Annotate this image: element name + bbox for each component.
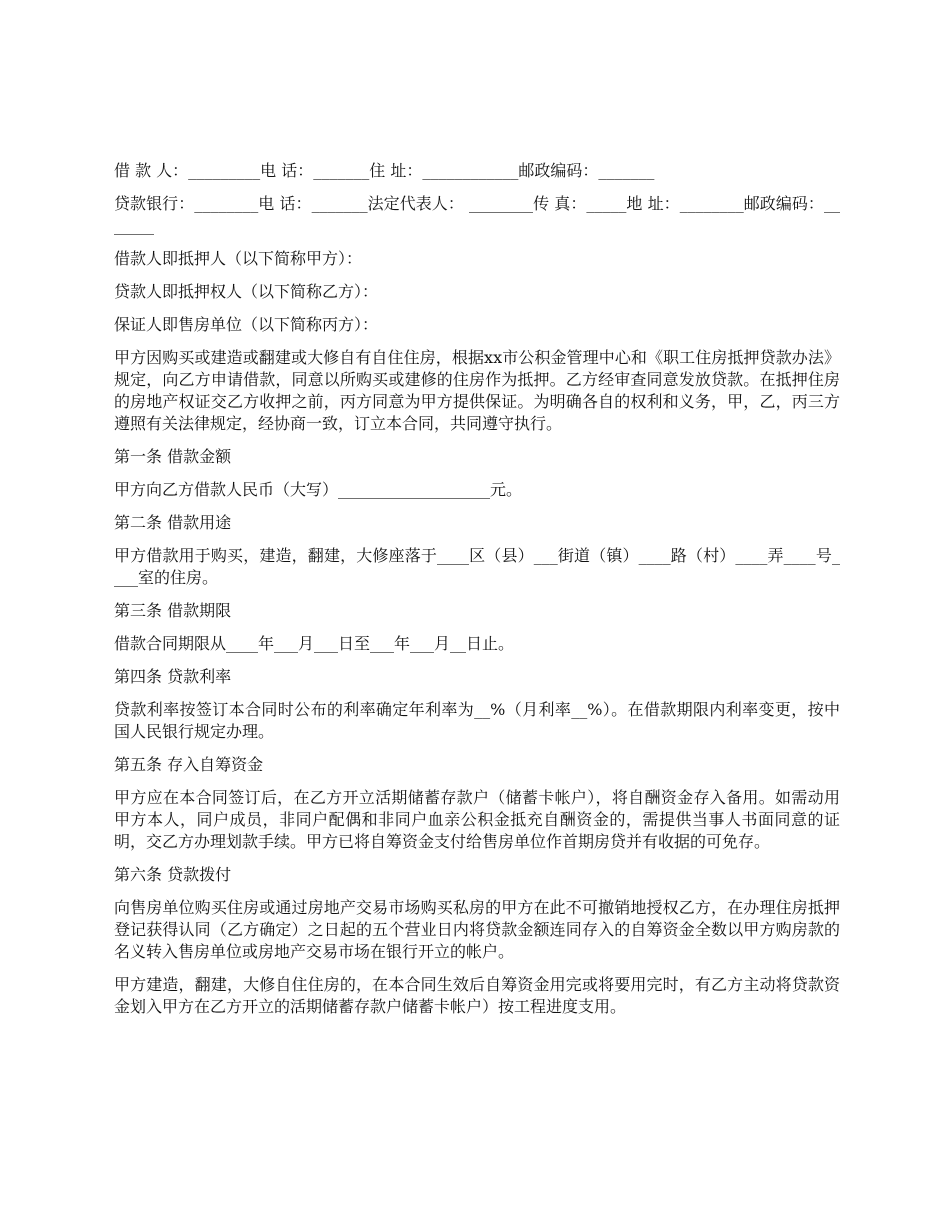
borrower-info-line: 借 款 人：_________电 话：_______住 址：____________邮政编码：_______ — [114, 161, 655, 180]
party-a-definition: 借款人即抵押人（以下简称甲方）： — [114, 249, 363, 268]
article-2-heading: 第二条 借款用途 — [114, 513, 232, 532]
article-1-text: 甲方向乙方借款人民币（大写）___________________元。 — [114, 480, 523, 499]
article-2-text: 甲方借款用于购买，建造，翻建，大修座落于____区（县）___街道（镇）____路（村）____弄____号____室的住房。 — [114, 546, 840, 587]
bank-info-line: 贷款银行：________电 话：_______法定代表人： ________传 真：_____地 址：________邮政编码：_______ — [114, 194, 840, 235]
article-3-heading: 第三条 借款期限 — [114, 601, 232, 620]
party-b-definition: 贷款人即抵押权人（以下简称乙方）： — [114, 282, 379, 301]
article-4-text: 贷款利率按签订本合同时公布的利率确定年利率为__%（月利率__%）。在借款期限内利率变更，按中国人民银行规定办理。 — [114, 700, 840, 741]
article-1-heading: 第一条 借款金额 — [114, 447, 232, 466]
article-6-heading: 第六条 贷款拨付 — [114, 865, 232, 884]
article-6-text-2: 甲方建造，翻建，大修自住住房的，在本合同生效后自筹资金用完或将要用完时，有乙方主动将贷款资金划入甲方在乙方开立的活期储蓄存款户储蓄卡帐户）按工程进度支用。 — [114, 975, 840, 1016]
contract-page — [114, 160, 840, 1029]
preamble-paragraph: 甲方因购买或建造或翻建或大修自有自住住房，根据xx市公积金管理中心和《职工住房抵押贷款办法》规定，向乙方申请借款，同意以所购买或建修的住房作为抵押。乙方经审查同意发放贷款。在抵押住房的房地产权证交乙方收押之前，丙方同意为甲方提供保证。为明确各自的权利和义务，甲，乙，丙三方遵照有关法律规定，经协商一致，订立本合同，共同遵守执行。 — [114, 348, 840, 433]
article-4-heading: 第四条 贷款利率 — [114, 667, 232, 686]
article-5-heading: 第五条 存入自筹资金 — [114, 755, 264, 774]
party-c-definition: 保证人即售房单位（以下简称丙方）： — [114, 315, 379, 334]
article-3-text: 借款合同期限从____年___月___日至___年___月__日止。 — [114, 634, 515, 653]
article-6-text-1: 向售房单位购买住房或通过房地产交易市场购买私房的甲方在此不可撤销地授权乙方，在办理住房抵押登记获得认同（乙方确定）之日起的五个营业日内将贷款金额连同存入的自筹资金全数以甲方购房款的名义转入售房单位或房地产交易市场在银行开立的帐户。 — [114, 898, 840, 961]
article-5-text: 甲方应在本合同签订后，在乙方开立活期储蓄存款户（储蓄卡帐户），将自酬资金存入备用。如需动用甲方本人，同户成员，非同户配偶和非同户血亲公积金抵充自酬资金的，需提供当事人书面同意的证明，交乙方办理划款手续。甲方已将自筹资金支付给售房单位作首期房贷并有收据的可免存。 — [114, 788, 840, 851]
